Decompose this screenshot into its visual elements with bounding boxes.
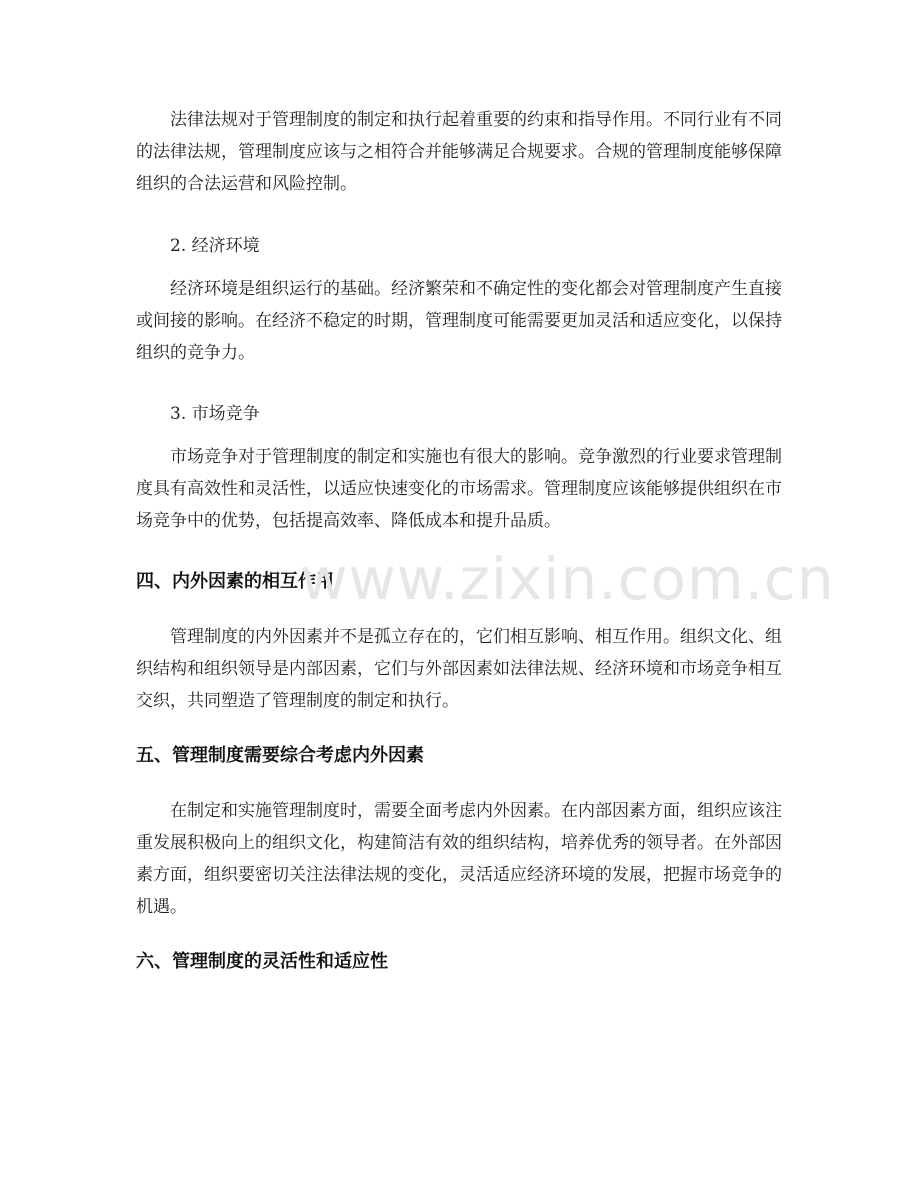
list-item-economic-environment: 2. 经济环境 bbox=[170, 236, 260, 256]
paragraph-economic-environment: 经济环境是组织运行的基础。经济繁荣和不确定性的变化都会对管理制度产生直接或间接的影响。在经济不稳定的时期，管理制度可能需要更加灵活和适应变化，以保持组织的竞争力。 bbox=[136, 279, 782, 363]
paragraph-comprehensive-consideration: 在制定和实施管理制度时，需要全面考虑内外因素。在内部因素方面，组织应该注重发展积极向上的组织文化，构建简洁有效的组织结构，培养优秀的领导者。在外部因素方面，组织要密切关注法律法规的变化，灵活适应经济环境的发展，把握市场竞争的机遇。 bbox=[136, 801, 782, 917]
paragraph-legal-regulations: 法律法规对于管理制度的制定和执行起着重要的约束和指导作用。不同行业有不同的法律法规，管理制度应该与之相符合并能够满足合规要求。合规的管理制度能够保障组织的合法运营和风险控制。 bbox=[136, 110, 782, 194]
paragraph-interaction: 管理制度的内外因素并不是孤立存在的，它们相互影响、相互作用。组织文化、组织结构和组织领导是内部因素，它们与外部因素如法律法规、经济环境和市场竞争相互交织，共同塑造了管理制度的制定和执行。 bbox=[136, 627, 782, 711]
paragraph-market-competition: 市场竞争对于管理制度的制定和实施也有很大的影响。竞争激烈的行业要求管理制度具有高效性和灵活性，以适应快速变化的市场需求。管理制度应该能够提供组织在市场竞争中的优势，包括提高效率、降低成本和提升品质。 bbox=[136, 447, 782, 531]
section-heading-6: 六、管理制度的灵活性和适应性 bbox=[136, 951, 388, 972]
section-heading-4: 四、内外因素的相互作用 bbox=[136, 571, 334, 592]
list-item-market-competition: 3. 市场竞争 bbox=[170, 404, 260, 424]
section-heading-5: 五、管理制度需要综合考虑内外因素 bbox=[136, 745, 424, 766]
watermark: www.zixin.com.cn bbox=[300, 545, 835, 613]
